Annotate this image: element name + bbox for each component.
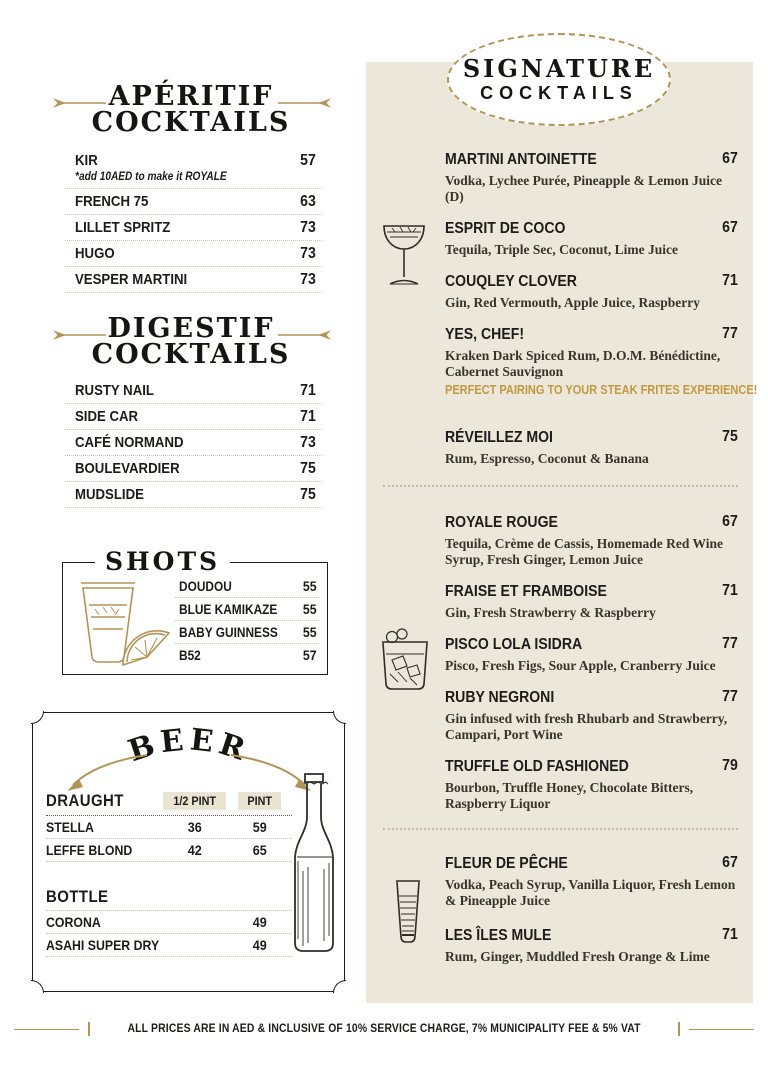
bottle-label: BOTTLE [46, 887, 109, 906]
item-price: 77 [722, 688, 738, 705]
item-price: 77 [722, 325, 738, 342]
aperitif-title-line2: COCKTAILS [91, 107, 291, 138]
item-description: Gin, Red Vermouth, Apple Juice, Raspberry [445, 295, 701, 310]
signature-title-line1: SIGNATURE [462, 53, 656, 83]
menu-item [445, 926, 738, 965]
item-description: Gin, Fresh Strawberry & Raspberry [445, 605, 656, 620]
menu-item [445, 582, 738, 621]
beer-half-price: 36 [187, 819, 202, 835]
menu-item [445, 513, 738, 568]
menu-item-row [175, 575, 319, 598]
item-name: LILLET SPRITZ [75, 219, 171, 236]
menu-item-row [65, 404, 322, 430]
menu-item-row [65, 215, 322, 241]
menu-item [445, 150, 738, 205]
digestif-list [65, 378, 322, 508]
item-price: 73 [300, 434, 316, 451]
item-description: Vodka, Peach Syrup, Vanilla Liquor, Fresh Lemon & Pineapple Juice [445, 877, 736, 908]
menu-item-row [65, 482, 322, 508]
menu-item-row [175, 621, 319, 644]
item-description: Tequila, Triple Sec, Coconut, Lime Juice [445, 242, 679, 257]
coupe-glass-icon [382, 222, 426, 297]
item-name: TRUFFLE OLD FASHIONED [445, 758, 629, 775]
item-price: 67 [722, 219, 738, 236]
beer-name: LEFFE BLOND [46, 842, 133, 858]
rocks-glass-icon [376, 628, 434, 699]
item-description: Kraken Dark Spiced Rum, D.O.M. Bénédictine, Cabernet Sauvignon [445, 348, 721, 379]
corner-notch [333, 980, 346, 993]
item-name: BOULEVARDIER [75, 460, 180, 477]
beer-table-header [46, 791, 292, 816]
footer-text: ALL PRICES ARE IN AED & INCLUSIVE OF 10% SERVICE CHARGE, 7% MUNICIPALITY FEE & 5% VAT [127, 1023, 641, 1035]
menu-item [445, 325, 758, 398]
item-price: 57 [303, 647, 317, 663]
beer-row [46, 934, 292, 957]
item-name: CAFÉ NORMAND [75, 434, 184, 451]
item-price: 63 [300, 193, 316, 210]
item-name: LES ÎLES MULE [445, 927, 552, 944]
arrow-left-icon [52, 95, 106, 116]
beer-title: BEER [124, 722, 254, 770]
signature-list [445, 150, 758, 979]
item-name: YES, CHEF! [445, 326, 525, 343]
digestif-title-line1: DIGESTIF [107, 313, 275, 344]
menu-item-row [65, 430, 322, 456]
item-name: KIR [75, 152, 98, 169]
beer-section [32, 712, 345, 992]
item-name: ROYALE ROUGE [445, 514, 558, 531]
item-price: 55 [303, 624, 317, 640]
menu-item [445, 854, 738, 909]
item-description: Bourbon, Truffle Honey, Chocolate Bitters, Raspberry Liquor [445, 780, 694, 811]
beer-row [46, 839, 292, 862]
item-name: DOUDOU [179, 579, 232, 594]
shot-glass-lemon-icon [69, 573, 173, 676]
dotted-divider [383, 485, 738, 487]
aperitif-title-line1: APÉRITIF [108, 81, 274, 112]
footer-endcap [678, 1022, 680, 1036]
item-name: BABY GUINNESS [179, 625, 278, 640]
item-price: 71 [722, 582, 738, 599]
item-name: RUSTY NAIL [75, 382, 154, 399]
item-price: 71 [300, 382, 316, 399]
signature-title-line2: COCKTAILS [480, 82, 638, 103]
footer-note [14, 1022, 754, 1036]
item-price: 67 [722, 513, 738, 530]
menu-item-row [175, 598, 319, 621]
item-name: VESPER MARTINI [75, 271, 188, 288]
shots-section [62, 547, 328, 675]
item-price: 75 [722, 428, 738, 445]
footer-rule-right [689, 1029, 754, 1030]
item-name: FRENCH 75 [75, 193, 149, 210]
item-description: Tequila, Crème de Cassis, Homemade Red Wine Syrup, Fresh Ginger, Lemon Juice [445, 536, 724, 567]
arrow-right-icon [278, 95, 332, 116]
menu-item [445, 219, 738, 258]
item-price: 67 [722, 150, 738, 167]
shots-list [175, 575, 319, 666]
item-description: Rum, Ginger, Muddled Fresh Orange & Lime [445, 949, 710, 964]
item-name: FLEUR DE PÊCHE [445, 855, 568, 872]
menu-item-row [175, 644, 319, 666]
shot-glass-icon [390, 878, 426, 951]
aperitif-header [60, 81, 322, 138]
item-price: 79 [722, 757, 738, 774]
bottle-header-row [46, 884, 292, 911]
menu-item [445, 757, 738, 812]
item-name: B52 [179, 648, 201, 663]
corner-notch [31, 980, 44, 993]
item-price: 75 [300, 460, 316, 477]
item-price: 67 [722, 854, 738, 871]
item-name: RÉVEILLEZ MOI [445, 429, 553, 446]
item-price: 55 [303, 601, 317, 617]
beer-name: STELLA [46, 819, 94, 835]
signature-panel [366, 62, 758, 1003]
col-pint: PINT [247, 794, 272, 808]
beer-half-price: 42 [187, 842, 202, 858]
item-price: 73 [300, 219, 316, 236]
beer-row [46, 816, 292, 839]
menu-item-row [65, 148, 322, 189]
item-name: SIDE CAR [75, 408, 139, 425]
digestif-title-line2: COCKTAILS [91, 339, 291, 370]
item-price: 73 [300, 245, 316, 262]
item-description: Gin infused with fresh Rhubarb and Strawberry, Campari, Port Wine [445, 711, 728, 742]
beer-pint-price: 65 [252, 842, 267, 858]
pairing-note: PERFECT PAIRING TO YOUR STEAK FRITES EXPERIENCE! [445, 383, 758, 397]
beer-pint-price: 59 [252, 819, 267, 835]
item-price: 57 [300, 152, 316, 169]
dotted-divider [383, 828, 738, 830]
beer-price: 49 [252, 937, 267, 953]
menu-item-row [65, 189, 322, 215]
item-price: 71 [722, 272, 738, 289]
signature-badge [447, 33, 671, 126]
item-name: HUGO [75, 245, 115, 262]
item-description: Pisco, Fresh Figs, Sour Apple, Cranberry Juice [445, 658, 716, 673]
item-description: Vodka, Lychee Purée, Pineapple & Lemon Juice (D) [445, 173, 722, 204]
arrow-left-icon [52, 327, 106, 348]
menu-item [445, 428, 738, 467]
menu-item-row [65, 456, 322, 482]
beer-bottle-icon [288, 771, 340, 962]
beer-price: 49 [252, 914, 267, 930]
menu-item-row [65, 378, 322, 404]
item-name: BLUE KAMIKAZE [179, 602, 278, 617]
item-name: PISCO LOLA ISIDRA [445, 636, 583, 653]
item-price: 73 [300, 271, 316, 288]
menu-item [445, 635, 738, 674]
item-name: FRAISE ET FRAMBOISE [445, 583, 607, 600]
shots-title: SHOTS [95, 547, 230, 576]
item-price: 77 [722, 635, 738, 652]
menu-item [445, 272, 738, 311]
item-price: 71 [300, 408, 316, 425]
item-price: 55 [303, 578, 317, 594]
item-price: 71 [722, 926, 738, 943]
aperitif-list [65, 148, 322, 293]
beer-name: ASAHI SUPER DRY [46, 937, 160, 953]
item-note: *add 10AED to make it ROYALE [75, 171, 227, 183]
arrow-right-icon [278, 327, 332, 348]
footer-rule-left [14, 1029, 79, 1030]
item-name: MUDSLIDE [75, 486, 144, 503]
menu-item-row [65, 267, 322, 293]
item-name: COUQLEY CLOVER [445, 273, 577, 290]
item-name: RUBY NEGRONI [445, 689, 555, 706]
beer-table [46, 791, 292, 957]
beer-name: CORONA [46, 914, 101, 930]
digestif-header [60, 313, 322, 370]
menu-item [445, 688, 738, 743]
draught-label: DRAUGHT [46, 791, 124, 810]
col-half-pint: 1/2 PINT [173, 794, 216, 808]
item-name: MARTINI ANTOINETTE [445, 151, 597, 168]
item-price: 75 [300, 486, 316, 503]
beer-row [46, 911, 292, 934]
item-name: ESPRIT DE COCO [445, 220, 566, 237]
svg-text:BEER [124, 722, 254, 769]
footer-endcap [88, 1022, 90, 1036]
item-description: Rum, Espresso, Coconut & Banana [445, 451, 649, 466]
menu-item-row [65, 241, 322, 267]
